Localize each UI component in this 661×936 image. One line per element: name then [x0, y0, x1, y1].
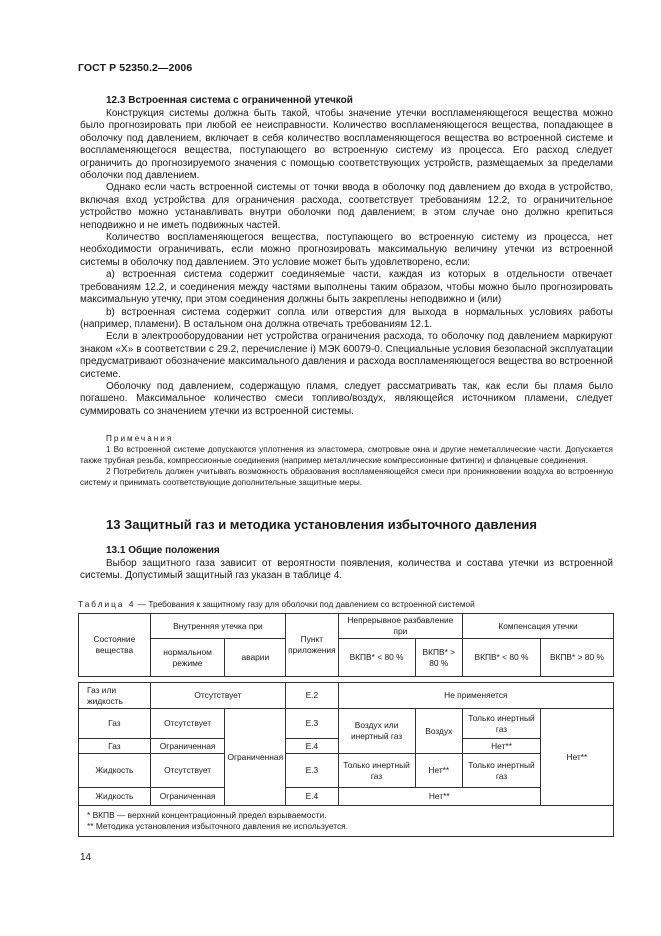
paragraph: Выбор защитного газа зависит от вероятности появления, количества и состава утечки из встроенной системы. Допустимый защитный газ указан в таблице 4. — [80, 558, 613, 582]
notes-block — [80, 433, 613, 488]
section-13-1-title: 13.1 Общие положения — [106, 545, 220, 556]
cell-failure-limited: Ограниченная — [225, 709, 286, 806]
section-13-1-body — [80, 558, 613, 583]
cell-state: Газ — [79, 739, 151, 754]
paragraph: Количество воспламеняющегося вещества, поступающего во встроенную систему из процесса, нет необходимости ограничивать, если можно прогнозировать максимальную величину утечки из встроенной системы в оболочку под давлением. Это условие может быть удовлетворено, если: — [80, 232, 613, 268]
header-internal-leak: Внутренняя утечка при — [150, 614, 285, 639]
section-12-3-body — [80, 108, 613, 418]
header-dilution-lt80: ВКПВ* < 80 % — [338, 639, 415, 677]
footnote-2: ** Методика установления избыточного давления не используется. — [87, 821, 349, 831]
cell-state: Газ — [79, 709, 151, 739]
header-comp-gt80: ВКПВ* > 80 % — [540, 639, 613, 677]
header-annex: Пункт приложения — [286, 614, 339, 677]
cell-dilution-lt80: Только инертный газ — [338, 754, 415, 788]
section-13-title: 13 Защитный газ и методика установления избыточного давления — [106, 517, 538, 532]
list-item-a: a) встроенная система содержит соединяемые части, каждая из которых в отдельности отвечает требованиям 12.2, и соединения между частями выполнены таким образом, чтобы можно было прогнозировать максимальную утечку, при этом соединения должны быть закреплены неподвижно и (или) — [80, 269, 613, 306]
cell-state: Жидкость — [79, 788, 151, 806]
header-dilution-gt80: ВКПВ* > 80 % — [415, 639, 463, 677]
table-caption-text: — Требования к защитному газу для оболочки под давлением со встроенной системой — [135, 599, 475, 609]
cell-comp-lt80: Только инертный газ — [463, 709, 541, 739]
paragraph: Оболочку под давлением, содержащую пламя, следует рассматривать так, как если бы пламя было погашено. Максимальное количество смеси топливо/воздух, являющейся источником пламени, следует суммировать со значением утечки из встроенной системы. — [80, 380, 613, 417]
cell-annex: E.3 — [286, 709, 339, 739]
cell-normal: Ограниченная — [150, 788, 225, 806]
cell-dilution-gt80: Воздух — [415, 709, 463, 754]
table-caption — [78, 599, 475, 609]
table-caption-label: Таблица 4 — [78, 599, 136, 609]
cell-rest: Нет** — [338, 788, 540, 806]
cell-normal: Отсутствует — [150, 709, 225, 739]
paragraph: Если в электрооборудовании нет устройства ограничения расхода, то оболочку под давлением маркируют знаком «X» в соответствии с 29.2, перечисление i) МЭК 60079-0. Специальные условия безопасной эксплуатации предусматривают обозначение максимального давления и расхода воспламеняющегося вещества во встроенной системе. — [80, 331, 613, 380]
header-normal: нормальном режиме — [150, 639, 225, 677]
note-2: 2 Потребитель должен учитывать возможность образования воспламеняющейся смеси при проникновении воздуха во встроенную систему и принимать соответствующие дополнительные защитные меры. — [80, 467, 613, 487]
page-number: 14 — [80, 852, 92, 863]
header-comp-lt80: ВКПВ* < 80 % — [463, 639, 541, 677]
table-row — [79, 683, 614, 709]
cell-annex: E.4 — [286, 788, 339, 806]
cell-state: Жидкость — [79, 754, 151, 788]
cell-leak: Отсутствует — [150, 683, 285, 709]
section-12-3-title: 12.3 Встроенная система с ограниченной утечкой — [106, 95, 353, 106]
paragraph: Однако если часть встроенной системы от точки ввода в оболочку под давлением до входа в устройство, включая вход устройства для ограничения расхода, соответствует требованиям 12.2, то ограничительное устройство можно устанавливать внутри оболочки под давлением; в этом случае оно должно крепиться неподвижно и не иметь подвижных частей. — [80, 182, 613, 231]
header-state: Состояние вещества — [79, 614, 151, 677]
table-row — [79, 754, 614, 788]
cell-normal: Отсутствует — [150, 754, 225, 788]
cell-state: Газ или жидкость — [79, 683, 151, 709]
header-compensation: Компенсация утечки — [463, 614, 614, 639]
table-footnotes — [79, 806, 614, 837]
cell-dilution-lt80: Воздух или инертный газ — [338, 709, 415, 754]
notes-title: Примечания — [106, 434, 174, 443]
paragraph: Конструкция системы должна быть такой, чтобы значение утечки воспламеняющегося вещества можно было прогнозировать при любой ее неисправности. Количество воспламеняющегося вещества, попадающее в оболочку под давлением, включает в себя количество воспламеняющегося вещества во встроенной системе и воспламеняющегося вещества, поступающего во встроенную систему из процесса. Его расход следует ограничить до прогнозируемого значения с помощью соответствующих устройств, размещаемых за пределами оболочки под давлением. — [80, 108, 613, 182]
cell-annex: E.2 — [286, 683, 339, 709]
cell-not-applicable: Не применяется — [338, 683, 613, 709]
list-item-b: b) встроенная система содержит сопла или отверстия для выхода в нормальных условиях работы (например, пламени). В остальном она должна отвечать требованиям 12.1. — [80, 306, 613, 330]
header-dilution: Непрерывное разбавление при — [338, 614, 462, 639]
document-header: ГОСТ Р 52350.2—2006 — [78, 62, 193, 74]
cell-comp-gt80: Нет** — [540, 709, 613, 806]
table-4 — [78, 613, 614, 837]
footnote-1: * ВКПВ — верхний концентрационный предел взрываемости. — [87, 810, 327, 820]
table-row — [79, 788, 614, 806]
cell-comp-lt80: Нет** — [463, 739, 541, 754]
header-failure: аварии — [225, 639, 286, 677]
cell-annex: E.4 — [286, 739, 339, 754]
cell-dilution-gt80: Нет** — [415, 754, 463, 788]
cell-annex: E.3 — [286, 754, 339, 788]
table-row — [79, 709, 614, 739]
cell-comp-lt80: Только инертный газ — [463, 754, 541, 788]
cell-normal: Ограниченная — [150, 739, 225, 754]
note-1: 1 Во встроенной системе допускаются уплотнения из эластомера, смотровые окна и другие неметаллические части. Допускается также трубная резьба, компрессионные соединения (например металлические компрессионные фитинги) и фланцевые соединения. — [80, 445, 613, 465]
